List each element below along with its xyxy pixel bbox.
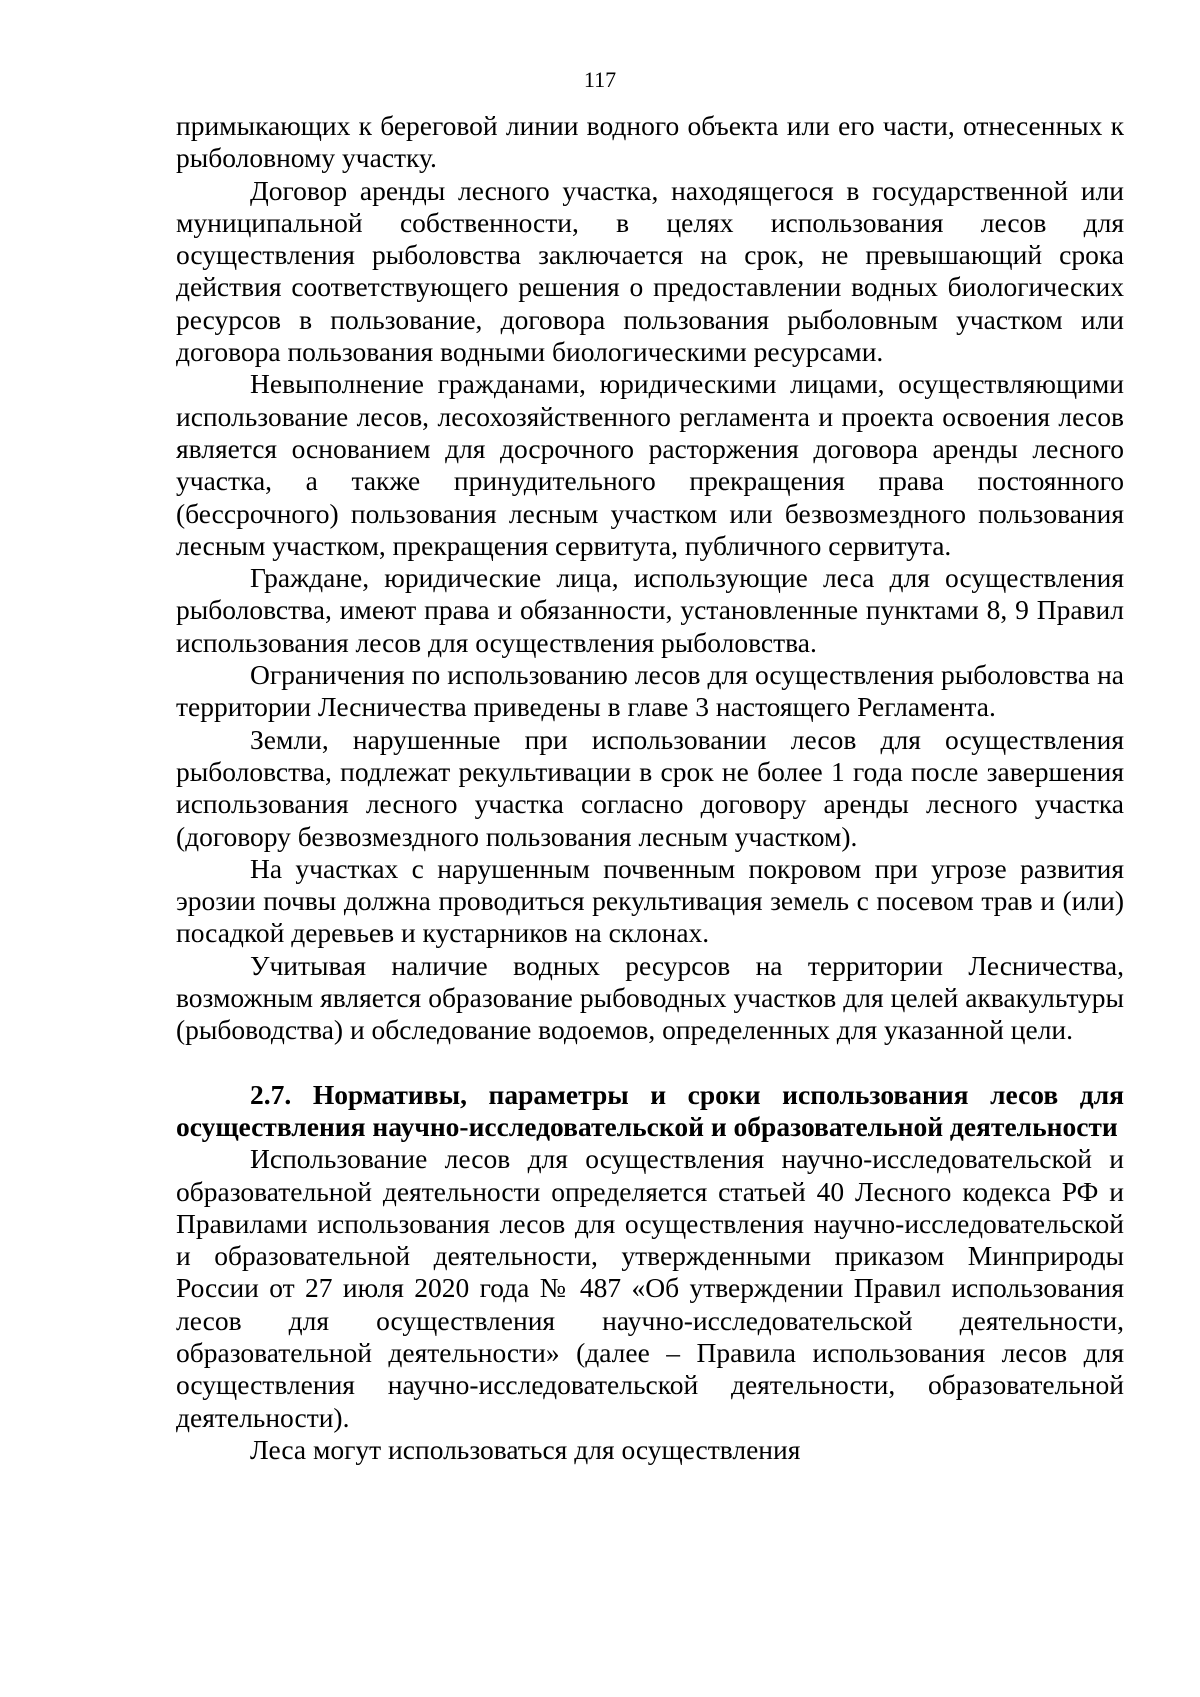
paragraph: Невыполнение гражданами, юридическими лицами, осуществляющими использование лесов, лесохозяйственного регламента и проекта освоения лесов является основанием для досрочного расторжения договора аренды лесного участка, а также принудительного прекращения права постоянного (бессрочного) пользования лесным участком или безвозмездного пользования лесным участком, прекращения сервитута, публичного сервитута. bbox=[176, 368, 1124, 561]
page-number: 117 bbox=[583, 67, 617, 92]
paragraph: Ограничения по использованию лесов для осуществления рыболовства на территории Лесничества приведены в главе 3 настоящего Регламента. bbox=[176, 659, 1124, 723]
paragraph: Леса могут использоваться для осуществления bbox=[250, 1433, 801, 1465]
paragraph: Учитывая наличие водных ресурсов на территории Лесничества, возможным является образование рыбоводных участков для целей аквакультуры (рыбоводства) и обследование водоемов, определенных для указанной цели. bbox=[176, 949, 1124, 1046]
paragraph: Земли, нарушенные при использовании лесов для осуществления рыболовства, подлежат рекультивации в срок не более 1 года после завершения использования лесного участка согласно договору аренды лесного участка (договору безвозмездного пользования лесным участком). bbox=[176, 723, 1124, 852]
page-body bbox=[176, 110, 1124, 1466]
paragraph: Договор аренды лесного участка, находящегося в государственной или муниципальной собственности, в целях использования лесов для осуществления рыболовства заключается на срок, не превышающий срока действия соответствующего решения о предоставлении водных биологических ресурсов в пользование, договора пользования рыболовным участком или договора пользования водными биологическими ресурсами. bbox=[176, 174, 1124, 368]
paragraph: Граждане, юридические лица, использующие леса для осуществления рыболовства, имеют права и обязанности, установленные пунктами 8, 9 Правил использования лесов для осуществления рыболовства. bbox=[176, 562, 1124, 658]
section-heading: 2.7. Нормативы, параметры и сроки использования лесов для осуществления научно-исследовательской и образовательной деятельности bbox=[176, 1078, 1124, 1142]
paragraph: Использование лесов для осуществления научно-исследовательской и образовательной деятельности определяется статьей 40 Лесного кодекса РФ и Правилами использования лесов для осуществления научно-исследовательской и образовательной деятельности, утвержденными приказом Минприроды России от 27 июля 2020 года № 487 «Об утверждении Правил использования лесов для осуществления научно-исследовательской деятельности, образовательной деятельности» (далее – Правила использования лесов для осуществления научно-исследовательской деятельности, образовательной деятельности). bbox=[176, 1143, 1124, 1433]
paragraph: примыкающих к береговой линии водного объекта или его части, отнесенных к рыболовному участку. bbox=[176, 110, 1124, 174]
paragraph: На участках с нарушенным почвенным покровом при угрозе развития эрозии почвы должна проводиться рекультивация земель с посевом трав и (или) посадкой деревьев и кустарников на склонах. bbox=[176, 852, 1124, 949]
